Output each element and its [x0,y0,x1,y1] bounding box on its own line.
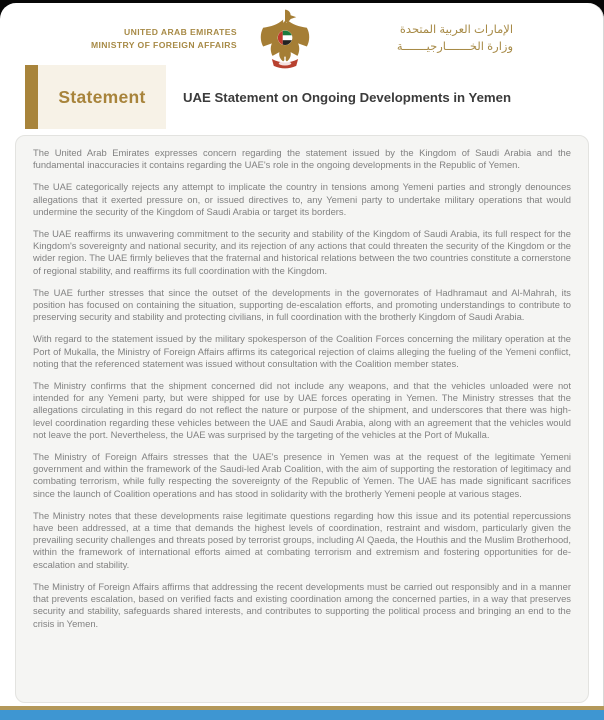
gold-accent-bar [25,65,38,129]
statement-paragraph: The Ministry notes that these developments raise legitimate questions regarding how this issue and its potential repercussions have been addressed, at a time that demands the highest levels of coordination, restraint and wisdom, particularly given the prevailing security challenges and threats posed by terrorist groups, including Al Qaeda, the Houthis and the Muslim Brotherhood, within the framework of international efforts aimed at combating terrorism and extremism and fostering opportunities for de-escalation and stability. [33,509,571,570]
statement-paragraph: The UAE reaffirms its unwavering commitment to the security and stability of the Kingdom of Saudi Arabia, its full respect for the Kingdom's sovereignty and national security, and its rejection of any actions that could threaten the security of the Kingdom or the wider region. The UAE firmly believes that the fraternal and historical relations between the two countries constitute a cornerstone of regional stability, and reaffirms its full coordination with the Kingdom. [33,228,571,276]
statement-paragraph: The Ministry of Foreign Affairs affirms that addressing the recent developments must be carried out responsibly and in a manner that prevents escalation, based on verified facts and existing coordination among the concerned parties, in a way that preserves security and stability, safeguards shared interests, and contributes to supporting the political process and bringing an end to the crisis in Yemen. [33,580,571,629]
uae-falcon-emblem-icon [252,9,318,69]
statement-paragraph: The Ministry confirms that the shipment concerned did not include any weapons, and that the vehicles unloaded were not intended for any Yemeni party, but were shipped for use by UAE forces operating in Yemen. The Ministry stresses that the allegations circulating in this regard do not reflect the nature or purpose of the shipment, and underscores that there was high-level coordination regarding these vehicles between the UAE and Saudi Arabia, along with an agreement that the vehicles would not leave the port. Nevertheless, the UAE was surprised by the targeting of the vehicles at the Port of Mukalla. [33,380,571,440]
ministry-header [0,9,604,69]
ministry-name-english-line1: UNITED ARAB EMIRATES [123,27,238,37]
statement-label: Statement [58,86,146,107]
statement-badge [38,65,166,129]
statement-paragraph: The UAE categorically rejects any attempt to implicate the country in tensions among Yemeni parties and strongly denounces allegations that it exerted pressure on, or issued directives to, any Yemeni party to undertake military operations that would undermine the security of the Kingdom of Saudi Arabia or target its borders. [33,181,571,217]
ministry-name-arabic-line2: وزارة الخـــــــارجيـــــــة [396,41,514,53]
ministry-name-arabic-line1: الإمارات العربية المتحدة [399,24,514,36]
statement-card [0,3,604,720]
statement-paragraph: The Ministry of Foreign Affairs stresses that the UAE's presence in Yemen was at the request of the legitimate Yemeni government and within the framework of the Saudi-led Arab Coalition, with the aim of supporting the restoration of legitimacy and combating terrorism, while fully respecting the sovereignty of the Republic of Yemen. The UAE has made significant sacrifices since the launch of Coalition operations and has stood in solidarity with the brotherly Yemeni people at various stages. [33,451,571,499]
statement-paragraph: The United Arab Emirates expresses concern regarding the statement issued by the Kingdom of Saudi Arabia and the fundamental inaccuracies it contains regarding the UAE's role in the ongoing developments in the Republic of Yemen. [33,147,571,171]
statement-paragraph: With regard to the statement issued by the military spokesperson of the Coalition Forces concerning the military operation at the Port of Mukalla, the Ministry of Foreign Affairs affirms its categorical rejection of claims alleging the fueling of the Yemeni conflict, noting that the referenced statement was issued without consultation with the Coalition member states. [33,333,571,369]
ministry-name-english [91,26,237,52]
page-title: UAE Statement on Ongoing Developments in Yemen [183,89,512,105]
statement-paragraph: The UAE further stresses that since the outset of the developments in the governorates of Hadhramaut and Al-Mahrah, its position has focused on containing the situation, supporting de-escalation efforts, and promoting understandings to contribute to preserving security and stability and protecting civilians, in full coordination with the brotherly Kingdom of Saudi Arabia. [33,286,571,323]
footer-blue-bar [0,710,604,720]
ministry-name-english-line2: MINISTRY OF FOREIGN AFFAIRS [90,40,238,50]
statement-band [25,65,584,129]
ministry-name-arabic [333,22,513,56]
statement-body-panel [15,135,589,703]
